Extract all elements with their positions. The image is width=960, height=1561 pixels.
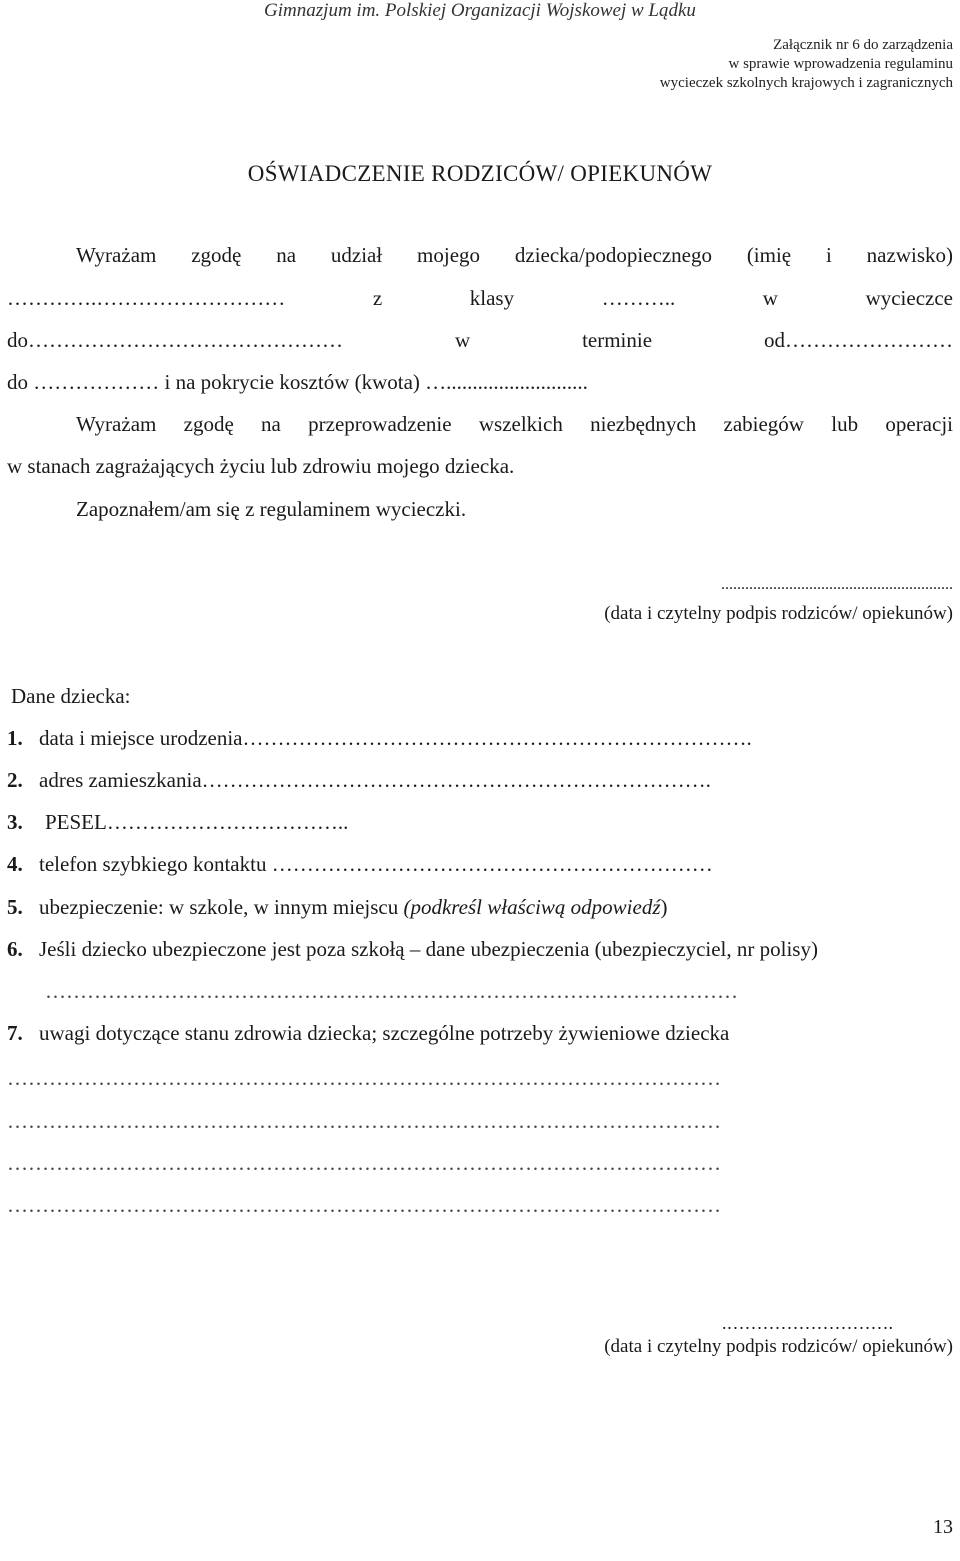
item-text: telefon szybkiego kontaktu ……………………………………………………… bbox=[39, 852, 713, 876]
consent-line-5: Wyrażam zgodę na przeprowadzenie wszelkich niezbędnych zabiegów lub operacji bbox=[76, 412, 953, 436]
annex-note bbox=[660, 36, 953, 93]
item-text: Jeśli dziecko ubezpieczone jest poza szkołą – dane ubezpieczenia (ubezpieczyciel, nr polisy) bbox=[39, 937, 818, 961]
item-number: 3. bbox=[7, 810, 23, 834]
consent-line-3: do……………………………………… w terminie od…………………… bbox=[7, 328, 953, 352]
list-item bbox=[7, 894, 668, 920]
item-hint: (podkreśl właściwą odpowiedź bbox=[403, 895, 661, 919]
list-item bbox=[7, 725, 752, 751]
child-data-heading: Dane dziecka: bbox=[11, 684, 131, 708]
fill-line: ………………………………………………………………………………………… bbox=[7, 1109, 721, 1133]
annex-line: wycieczek szkolnych krajowych i zagranicznych bbox=[659, 75, 953, 91]
item-hint-close: ) bbox=[660, 895, 668, 919]
item-number: 5. bbox=[7, 895, 23, 919]
item-text: ubezpieczenie: w szkole, w innym miejscu bbox=[39, 895, 404, 919]
list-item bbox=[7, 851, 713, 877]
item-text: adres zamieszkania………………………………………………………………. bbox=[39, 768, 711, 792]
signature-dots: .………………………. bbox=[722, 1313, 893, 1333]
fill-line: ………………………………………………………………………………………… bbox=[7, 1193, 721, 1217]
consent-line-7: Zapoznałem/am się z regulaminem wycieczki. bbox=[76, 497, 467, 521]
item-text: uwagi dotyczące stanu zdrowia dziecka; szczególne potrzeby żywieniowe dziecka bbox=[39, 1021, 730, 1045]
item-text: data i miejsce urodzenia………………………………………………………………. bbox=[39, 726, 752, 750]
annex-line: w sprawie wprowadzenia regulaminu bbox=[728, 56, 953, 72]
signature-dots: .......................................................... bbox=[721, 576, 953, 593]
consent-line-2: ………….……………………… z klasy ……….. w wycieczce bbox=[7, 286, 953, 310]
list-item bbox=[7, 809, 348, 835]
item-number: 1. bbox=[7, 726, 23, 750]
fill-line: ………………………………………………………………………………………… bbox=[7, 1151, 721, 1175]
page-number: 13 bbox=[933, 1516, 953, 1538]
consent-line-6: w stanach zagrażających życiu lub zdrowiu mojego dziecka. bbox=[7, 454, 515, 478]
consent-line-4: do ……………… i na pokrycie kosztów (kwota) …........................... bbox=[7, 370, 588, 394]
item-number: 7. bbox=[7, 1021, 23, 1045]
list-item bbox=[7, 767, 711, 793]
list-item bbox=[7, 1020, 729, 1046]
annex-line: Załącznik nr 6 do zarządzenia bbox=[773, 37, 953, 53]
item-number: 2. bbox=[7, 768, 23, 792]
item-number: 6. bbox=[7, 937, 23, 961]
signature-label: (data i czytelny podpis rodziców/ opiekunów) bbox=[604, 603, 953, 624]
document-title: OŚWIADCZENIE RODZICÓW/ OPIEKUNÓW bbox=[247, 161, 713, 186]
item-number: 4. bbox=[7, 852, 23, 876]
school-header: Gimnazjum im. Polskiej Organizacji Wojskowej w Lądku bbox=[264, 0, 696, 21]
consent-line-1: Wyrażam zgodę na udział mojego dziecka/podopiecznego (imię i nazwisko) bbox=[76, 243, 953, 267]
item-text: PESEL…………………………….. bbox=[45, 810, 349, 834]
signature-label: (data i czytelny podpis rodziców/ opiekunów) bbox=[604, 1336, 953, 1357]
fill-line: ………………………………………………………………………………………… bbox=[7, 1066, 721, 1090]
list-item bbox=[7, 936, 818, 962]
fill-line: ……………………………………………………………………………………… bbox=[45, 979, 738, 1003]
